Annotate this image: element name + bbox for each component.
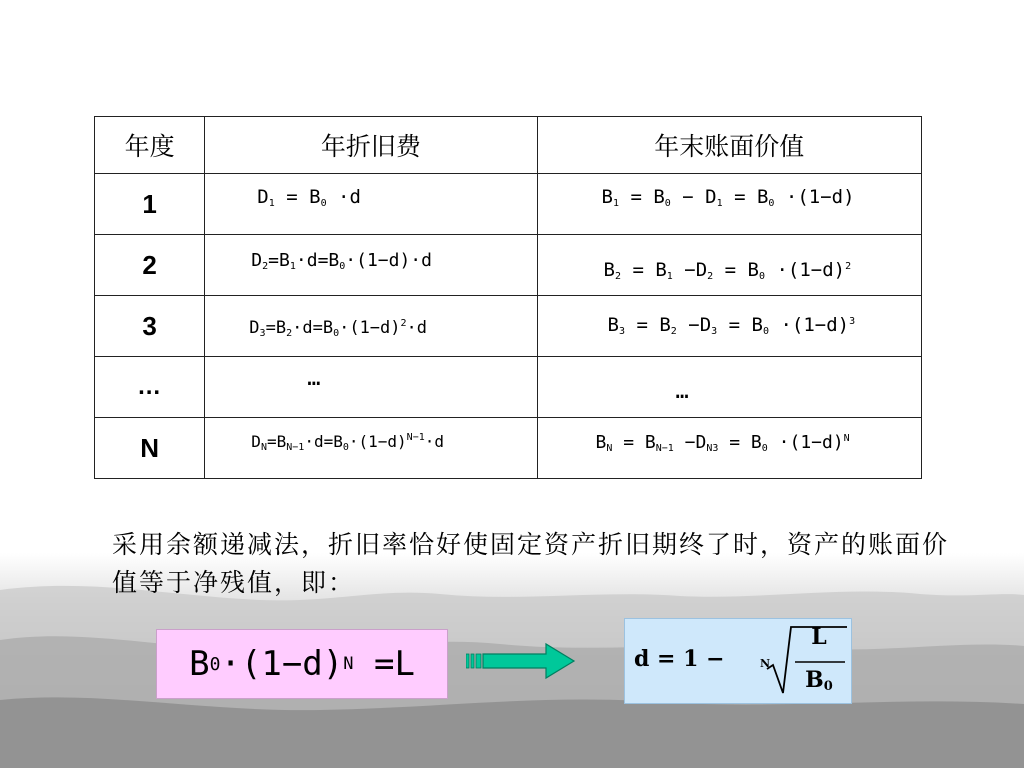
book-value-formula: $B_2 = B_1 -D_2 = B_0 \cdot(1-d)^2$ — [603, 258, 852, 282]
formula-lhs: d = 1 − — [634, 646, 725, 672]
terminal-value-equation: B 0 ·(1−d) N =L — [156, 629, 448, 699]
table-row — [95, 418, 922, 479]
table-row — [95, 357, 922, 418]
fraction-denominator: $B_0$ — [805, 667, 833, 694]
fraction-numerator: L — [811, 624, 827, 650]
depreciation-formula: $D_2=B_1\cdot d=B_0\cdot(1-d)\cdot d$ — [251, 250, 432, 272]
right-arrow-icon — [466, 641, 578, 681]
depreciation-formula: $D_1 = B_0 \cdot d$ — [257, 185, 361, 209]
book-value-formula-cell — [537, 418, 921, 479]
book-value-formula: $B_1 = B_0 - D_1 = B_0 \cdot(1-d)$ — [601, 185, 855, 209]
depreciation-formula-cell — [205, 174, 537, 235]
year-cell: 2 — [95, 235, 205, 296]
depreciation-table — [94, 116, 922, 479]
depreciation-formula: $D_3=B_2\cdot d=B_0\cdot(1-d)^2\cdot d$ — [249, 317, 428, 339]
book-value-formula: $B_3 = B_2 -D_3 = B_0 \cdot(1-d)^3$ — [607, 313, 856, 337]
ellipsis-text: … — [675, 378, 689, 404]
depreciation-formula-cell — [205, 296, 537, 357]
book-value-formula: $B_N = B_{N-1} -D_{N3} = B_0 \cdot(1-d)^N$ — [595, 432, 850, 454]
table-header-row — [95, 117, 922, 174]
depreciation-formula-cell — [205, 235, 537, 296]
depreciation-formula: $D_N=B_{N-1}\cdot d=B_0\cdot(1-d)^{N-1}\cdot d$ — [251, 431, 444, 453]
table-row — [95, 235, 922, 296]
ellipsis-text: … — [307, 365, 321, 391]
year-cell: 3 — [95, 296, 205, 357]
book-value-formula-cell — [537, 235, 921, 296]
year-cell: N — [95, 418, 205, 479]
book-value-formula-cell — [537, 357, 921, 418]
header-year: 年度 — [95, 117, 205, 174]
year-cell: 1 — [95, 174, 205, 235]
book-value-formula-cell — [537, 174, 921, 235]
depreciation-rate-formula — [624, 618, 852, 704]
root-index: N — [760, 657, 771, 670]
table-row — [95, 174, 922, 235]
book-value-formula-cell — [537, 296, 921, 357]
header-annual-depreciation: 年折旧费 — [205, 117, 537, 174]
year-cell: … — [95, 357, 205, 418]
header-book-value: 年末账面价值 — [537, 117, 921, 174]
table-row — [95, 296, 922, 357]
depreciation-formula-cell — [205, 418, 537, 479]
depreciation-formula-cell — [205, 357, 537, 418]
explanation-paragraph: 采用余额递减法，折旧率恰好使固定资产折旧期终了时，资产的账面价值等于净残值，即： — [112, 530, 950, 597]
